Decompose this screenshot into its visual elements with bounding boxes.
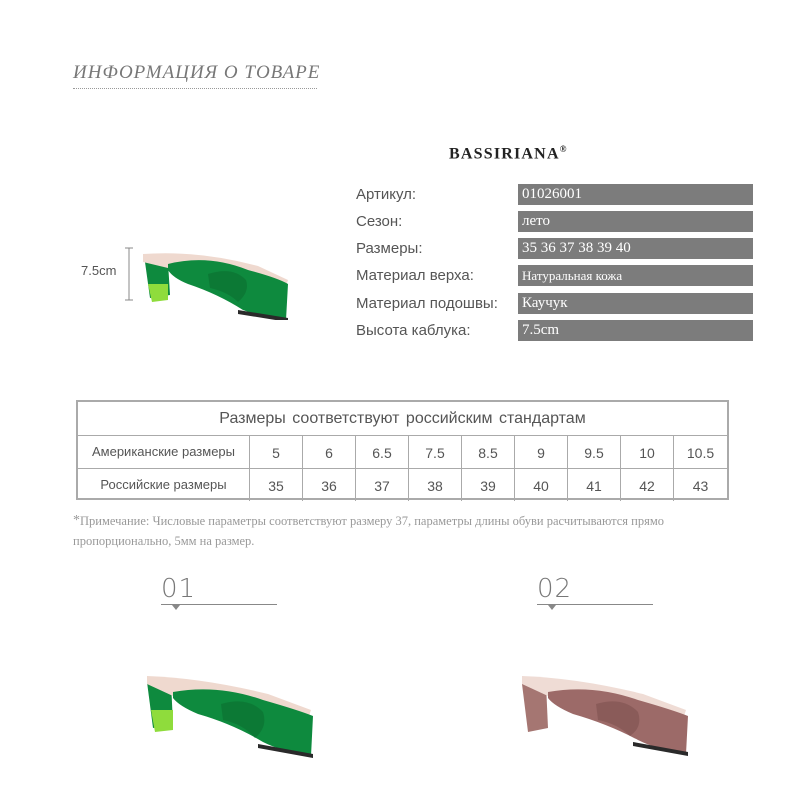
heel-height-measure-label: 7.5cm	[81, 263, 117, 278]
section-title-divider	[73, 88, 317, 89]
table-row-ru-sizes	[78, 469, 727, 501]
registered-mark: ®	[559, 144, 568, 154]
variant-pointer-02	[548, 605, 556, 610]
note-asterisk: *	[73, 513, 80, 528]
table-cell: 42	[621, 469, 674, 501]
spec-label-sole-material: Материал подошвы:	[356, 295, 498, 312]
table-cell: 39	[462, 469, 515, 501]
table-cell: 36	[303, 469, 356, 501]
table-cell: 5	[250, 436, 303, 468]
table-cell: 6.5	[356, 436, 409, 468]
spec-label-season: Сезон:	[356, 213, 403, 230]
table-cell: 9	[515, 436, 568, 468]
variant-pointer-01	[172, 605, 180, 610]
brand-name-text: BASSIRIANA	[449, 145, 560, 163]
row-header-ru-sizes: Российские размеры	[78, 469, 250, 501]
spec-value-season: лето	[518, 211, 753, 232]
table-cell: 37	[356, 469, 409, 501]
spec-label-upper-material: Материал верха:	[356, 267, 474, 284]
table-cell: 10.5	[686, 445, 715, 461]
table-cell: 10	[621, 436, 674, 468]
variant-number-02: 02	[537, 574, 573, 604]
size-conversion-table	[76, 400, 729, 500]
note-text: Примечание: Числовые параметры соответствуют размеру 37, параметры длины обуви расчитываются прямо пропорционально, 5мм на размер.	[73, 514, 665, 548]
section-title: ИНФОРМАЦИЯ О ТОВАРЕ	[73, 62, 321, 83]
spec-label-sizes: Размеры:	[356, 240, 423, 257]
table-cell: 7.5	[409, 436, 462, 468]
spec-value-upper-material: Натуральная кожа	[518, 265, 753, 286]
table-row-us-sizes	[78, 436, 727, 469]
spec-label-article: Артикул:	[356, 186, 417, 203]
product-image-variant-rose	[518, 672, 693, 762]
table-cell: 43	[692, 478, 709, 494]
table-cell: 40	[515, 469, 568, 501]
table-cell: 41	[568, 469, 621, 501]
product-image-green-mule	[138, 240, 293, 320]
size-table-caption: Размеры соответствуют российским стандартам	[78, 402, 727, 436]
spec-label-heel-height: Высота каблука:	[356, 322, 471, 339]
brand-name	[449, 144, 568, 163]
spec-value-article: 01026001	[518, 184, 753, 205]
size-note	[73, 511, 743, 551]
table-cell: 6	[303, 436, 356, 468]
table-cell: 38	[409, 469, 462, 501]
spec-value-sole-material: Каучук	[518, 293, 753, 314]
product-image-variant-green	[143, 672, 318, 762]
table-cell: 8.5	[462, 436, 515, 468]
spec-value-sizes: 35 36 37 38 39 40	[518, 238, 753, 259]
variant-number-01: 01	[161, 574, 197, 604]
spec-value-heel-height: 7.5cm	[518, 320, 753, 341]
table-cell: 9.5	[568, 436, 621, 468]
heel-measure-bracket	[124, 246, 134, 302]
table-cell: 35	[250, 469, 303, 501]
row-header-us-sizes: Американские размеры	[78, 436, 250, 468]
